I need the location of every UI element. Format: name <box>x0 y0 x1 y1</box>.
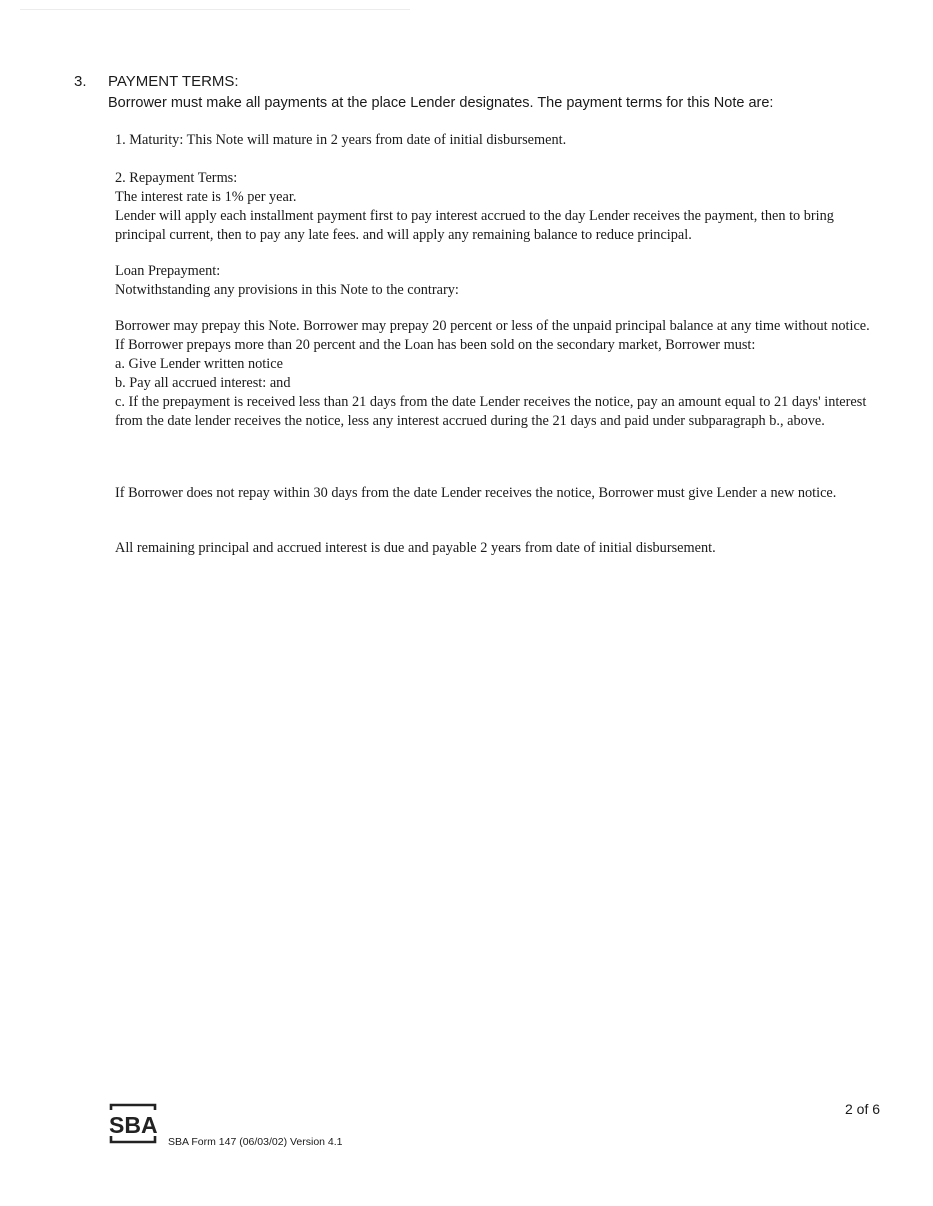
prepay-paragraph: Borrower may prepay this Note. Borrower may prepay 20 percent or less of the unpaid principal balance at any time without notice. If Borrower prepays more than 20 percent and the Loan has been sold on the secondary market, Borrower must: <box>115 318 870 353</box>
loan-prepayment <box>115 262 875 300</box>
prepayment-heading: Loan Prepayment: <box>115 263 221 279</box>
notwithstanding-text: Notwithstanding any provisions in this Note to the contrary: <box>115 282 459 298</box>
installment-text: Lender will apply each installment payment first to pay interest accrued to the day Lender receives the payment, then to bring principal current, then to pay any late fees. and will apply any remaining balance to reduce principal. <box>115 208 834 243</box>
section-intro: Borrower must make all payments at the place Lender designates. The payment terms for this Note are: <box>108 95 774 111</box>
repay-30-text: If Borrower does not repay within 30 days from the date Lender receives the notice, Borrower must give Lender a new notice. <box>115 485 837 501</box>
scan-artifact-line <box>20 9 410 10</box>
maturity-text: 1. Maturity: This Note will mature in 2 years from date of initial disbursement. <box>115 132 567 148</box>
repayment-heading: 2. Repayment Terms: <box>115 170 238 186</box>
section-number: 3. <box>74 73 87 90</box>
sba-logo-icon <box>108 1103 160 1145</box>
list-item-c: c. If the prepayment is received less than 21 days from the date Lender receives the notice, pay an amount equal to 21 days' interest from the date lender receives the notice, less any interest accrued during the 21 days and paid under subparagraph b., above. <box>115 394 867 429</box>
list-item-b: b. Pay all accrued interest: and <box>115 375 291 391</box>
interest-rate-text: The interest rate is 1% per year. <box>115 189 297 205</box>
prepayment-conditions <box>115 317 875 431</box>
maturity-term <box>115 131 875 150</box>
page-number: 2 of 6 <box>845 1101 881 1117</box>
form-label: SBA Form 147 (06/03/02) Version 4.1 <box>168 1136 343 1148</box>
remaining-balance <box>115 539 875 558</box>
sba-logo-text: SBA <box>109 1112 158 1138</box>
list-item-a: a. Give Lender written notice <box>115 356 283 372</box>
remaining-text: All remaining principal and accrued interest is due and payable 2 years from date of initial disbursement. <box>115 540 716 556</box>
repay-30-days <box>115 484 875 503</box>
section-title: PAYMENT TERMS: <box>108 73 239 90</box>
repayment-terms <box>115 169 875 245</box>
